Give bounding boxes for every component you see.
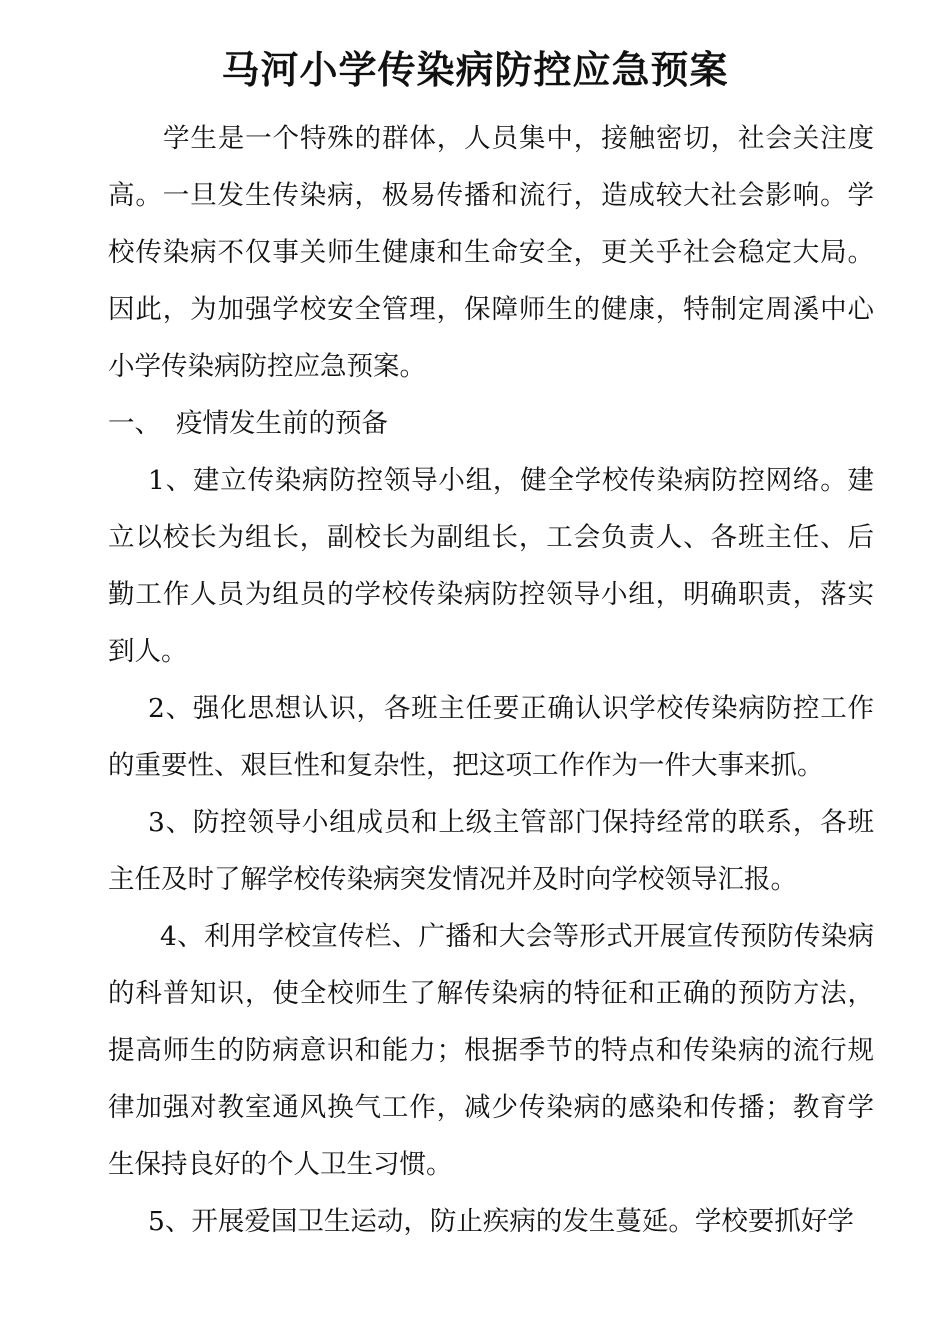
- section-heading-text: 疫情发生前的预备: [176, 408, 388, 439]
- document-body: [108, 110, 874, 1250]
- list-item: 4、利用学校宣传栏、广播和大会等形式开展宣传预防传染病的科普知识，使全校师生了解传染病的特征和正确的预防方法，提高师生的防病意识和能力；根据季节的特点和传染病的流行规律加强对教室通风换气工作，减少传染病的感染和传播；教育学生保持良好的个人卫生习惯。: [108, 921, 874, 1180]
- list-item: 1、建立传染病防控领导小组，健全学校传染病防控网络。建立以校长为组长，副校长为副组长，工会负责人、各班主任、后勤工作人员为组员的学校传染病防控领导小组，明确职责，落实到人。: [108, 465, 874, 667]
- intro-paragraph: 学生是一个特殊的群体，人员集中，接触密切，社会关注度高。一旦发生传染病，极易传播和流行，造成较大社会影响。学校传染病不仅事关师生健康和生命安全，更关乎社会稳定大局。因此，为加强学校安全管理，保障师生的健康，特制定周溪中心小学传染病防控应急预案。: [108, 123, 874, 382]
- list-item: 2、强化思想认识，各班主任要正确认识学校传染病防控工作的重要性、艰巨性和复杂性，把这项工作作为一件大事来抓。: [108, 693, 874, 781]
- section-heading: [108, 395, 874, 452]
- document-title: 马河小学传染病防控应急预案: [221, 48, 729, 92]
- section-number: 一、: [108, 408, 161, 439]
- list-item: 5、开展爱国卫生运动，防止疾病的发生蔓延。学校要抓好学: [148, 1206, 854, 1237]
- list-item: 3、防控领导小组成员和上级主管部门保持经常的联系，各班主任及时了解学校传染病突发情况并及时向学校领导汇报。: [108, 807, 874, 895]
